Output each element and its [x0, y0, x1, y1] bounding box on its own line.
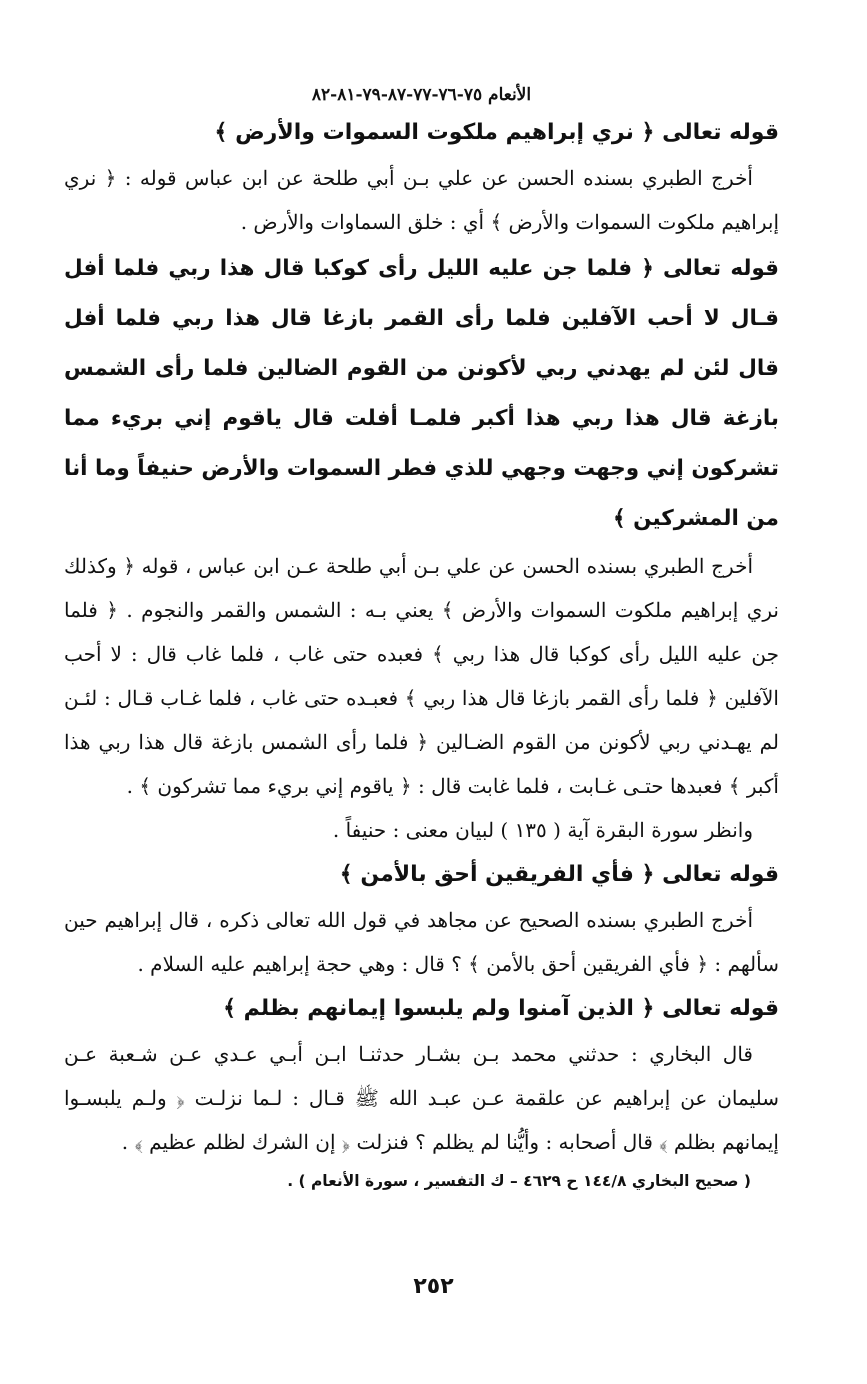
paragraph-1: أخرج الطبري بسنده الحسن عن علي بـن أبي طلحة عن ابن عباس قوله : ﴿ نري إبراهيم ملكوت السموات والأرض ﴾ أي : خلق السماوات والأرض .: [64, 166, 779, 234]
source-citation: ( صحيح البخاري ١٤٤/٨ ح ٤٦٢٩ – ك التفسير ، سورة الأنعام ) .: [287, 1172, 751, 1190]
paragraph-2: أخرج الطبري بسنده الحسن عن علي بـن أبي طلحة عـن ابن عباس ، قوله ﴿ وكذلك نري إبراهيم ملكوت السموات والأرض ﴾ يعني بـه : الشمس والقمر والنجوم . ﴿ فلما جن عليه الليل رأى كوكبا قال هذا ربي ﴾ فعبده حتى غاب ، فلما غاب قال : لا أحب الآفلين ﴿ فلما رأى القمر بازغا قال هذا ربي ﴾ فعبـده حتى غاب ، فلما غـاب قـال : لئـن لم يهـدني ربي لأكونن من القوم الضـالين ﴿ فلما رأى الشمس بازغة قال هذا ربي هذا أكبر ﴾ فعبدها حتـى غـابت ، فلما غابت قال : ﴿ ياقوم إني بريء مما تشركون ﴾ .: [64, 554, 779, 798]
running-header: الأنعام ٧٥-٧٦-٧٧-٨٧-٧٩-٨١-٨٢: [311, 85, 532, 105]
paragraph-4: أخرج الطبري بسنده الصحيح عن مجاهد في قول الله تعالى ذكره ، قال إبراهيم حين سألهم : ﴿ فأي الفريقين أحق بالأمن ﴾ ؟ قال : وهي حجة إبراهيم عليه السلام .: [64, 908, 779, 976]
section-heading-1: قوله تعالى ﴿ نري إبراهيم ملكوت السموات والأرض ﴾: [214, 120, 779, 145]
page-number: ٢٥٢: [413, 1274, 454, 1299]
paragraph-3: وانظر سورة البقرة آية ( ١٣٥ ) لبيان معنى : حنيفاً .: [332, 818, 753, 842]
section-heading-4: قوله تعالى ﴿ الذين آمنوا ولم يلبسوا إيمانهم بظلم ﴾: [223, 996, 779, 1021]
section-heading-2: قوله تعالى ﴿ فلما جن عليه الليل رأى كوكبا قال هذا ربي فلما أفل قـال لا أحب الآفلين فلما رأى القمر بازغا قال هذا ربي فلما أفل قال لئن لم يهدني ربي لأكونن من القوم الضالين فلما رأى الشمس بازغة قال هذا ربي هذا أكبر فلمـا أفلت قال ياقوم إني بريء مما تشركون إني وجهت وجهي للذي فطر السموات والأرض حنيفاً وما أنا من المشركين ﴾: [64, 256, 779, 531]
section-heading-3: قوله تعالى ﴿ فأي الفريقين أحق بالأمن ﴾: [339, 862, 779, 887]
paragraph-5: قال البخاري : حدثني محمد بـن بشـار حدثنـا ابـن أبـي عـدي عـن شـعبة عـن سليمان عن إبراهيم عن علقمة عـن عبـد الله ﷺ قـال : لـما نزلـت ﴿ ولـم يلبسـوا إيمانهم بظلم ﴾ قال أصحابه : وأيُّنا لم يظلم ؟ فنزلت ﴿ إن الشرك لظلم عظيم ﴾ .: [64, 1042, 779, 1154]
